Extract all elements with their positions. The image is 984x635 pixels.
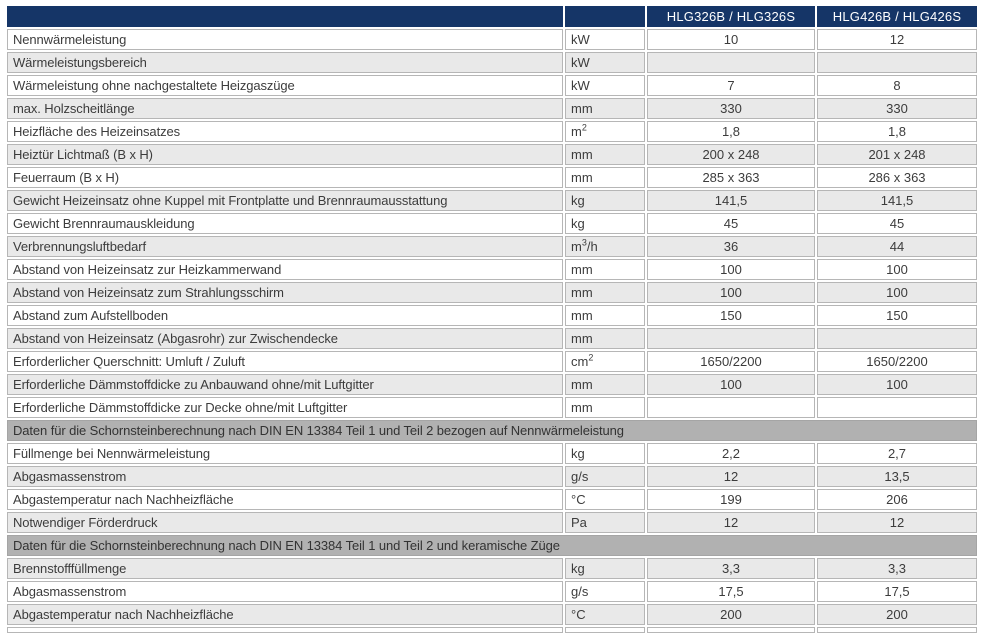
- table-row: [7, 443, 977, 464]
- spec-label: Abstand zum Aufstellboden: [7, 305, 563, 326]
- value-model-1: 199: [647, 489, 815, 510]
- empty-cell: [565, 627, 645, 633]
- table-row: [7, 374, 977, 395]
- spec-label: Heiztür Lichtmaß (B x H): [7, 144, 563, 165]
- value-model-2: 3,3: [817, 558, 977, 579]
- column-header-parameter: [7, 6, 563, 27]
- spec-label: Abgastemperatur nach Nachheizfläche: [7, 604, 563, 625]
- spec-label: Abstand von Heizeinsatz (Abgasrohr) zur Zwischendecke: [7, 328, 563, 349]
- unit-cell: $cm^2$: [565, 351, 645, 372]
- column-header-model-hlg326: HLG326B / HLG326S: [647, 6, 815, 27]
- unit-cell: kg: [565, 443, 645, 464]
- value-model-2: 100: [817, 282, 977, 303]
- unit-cell: kW: [565, 29, 645, 50]
- value-model-1: 100: [647, 282, 815, 303]
- value-model-2: 150: [817, 305, 977, 326]
- spec-label: Verbrennungsluftbedarf: [7, 236, 563, 257]
- spec-label: Erforderliche Dämmstoffdicke zur Decke ohne/mit Luftgitter: [7, 397, 563, 418]
- unit-cell: kg: [565, 213, 645, 234]
- spec-label: Füllmenge bei Nennwärmeleistung: [7, 443, 563, 464]
- value-model-1: [647, 52, 815, 73]
- spec-label: Abgastemperatur nach Nachheizfläche: [7, 489, 563, 510]
- table-row: [7, 351, 977, 372]
- unit-cell: °C: [565, 489, 645, 510]
- value-model-1: 12: [647, 512, 815, 533]
- spec-label: Abgasmassenstrom: [7, 581, 563, 602]
- value-model-2: 8: [817, 75, 977, 96]
- value-model-1: [647, 328, 815, 349]
- value-model-2: 13,5: [817, 466, 977, 487]
- unit-cell: mm: [565, 144, 645, 165]
- value-model-2: 201 x 248: [817, 144, 977, 165]
- section-header-row: [7, 420, 977, 441]
- empty-cell: [7, 627, 563, 633]
- unit-cell: mm: [565, 374, 645, 395]
- unit-cell: kW: [565, 75, 645, 96]
- value-model-1: 2,2: [647, 443, 815, 464]
- unit-cell: g/s: [565, 466, 645, 487]
- empty-cell: [647, 627, 815, 633]
- value-model-1: 45: [647, 213, 815, 234]
- value-model-2: 286 x 363: [817, 167, 977, 188]
- table-row: [7, 98, 977, 119]
- value-model-1: 100: [647, 259, 815, 280]
- table-row: [7, 167, 977, 188]
- table-row: [7, 512, 977, 533]
- spec-label: Gewicht Heizeinsatz ohne Kuppel mit Frontplatte und Brennraumausstattung: [7, 190, 563, 211]
- table-header-row: [7, 6, 977, 27]
- spec-label: Feuerraum (B x H): [7, 167, 563, 188]
- table-row: [7, 213, 977, 234]
- table-row: [7, 259, 977, 280]
- value-model-1: 1650/2200: [647, 351, 815, 372]
- spec-table: [5, 4, 979, 635]
- value-model-1: [647, 397, 815, 418]
- value-model-1: 150: [647, 305, 815, 326]
- value-model-2: 206: [817, 489, 977, 510]
- spec-label: Brennstofffüllmenge: [7, 558, 563, 579]
- table-row: [7, 144, 977, 165]
- unit-cell: kW: [565, 52, 645, 73]
- unit-cell: mm: [565, 328, 645, 349]
- value-model-1: 17,5: [647, 581, 815, 602]
- spec-table-body: [7, 29, 977, 633]
- table-row: [7, 236, 977, 257]
- table-row: [7, 305, 977, 326]
- spec-label: Gewicht Brennraumauskleidung: [7, 213, 563, 234]
- unit-cell: $m^2$: [565, 121, 645, 142]
- value-model-1: 330: [647, 98, 815, 119]
- table-row: [7, 581, 977, 602]
- value-model-1: 141,5: [647, 190, 815, 211]
- table-row: [7, 29, 977, 50]
- value-model-2: 1650/2200: [817, 351, 977, 372]
- table-row: [7, 489, 977, 510]
- column-header-unit: [565, 6, 645, 27]
- spec-label: Wärmeleistungsbereich: [7, 52, 563, 73]
- value-model-2: 12: [817, 29, 977, 50]
- value-model-2: 141,5: [817, 190, 977, 211]
- unit-cell: g/s: [565, 581, 645, 602]
- value-model-2: [817, 52, 977, 73]
- value-model-2: 330: [817, 98, 977, 119]
- unit-cell: mm: [565, 259, 645, 280]
- value-model-1: 1,8: [647, 121, 815, 142]
- table-row: [7, 328, 977, 349]
- table-row: [7, 190, 977, 211]
- value-model-1: 285 x 363: [647, 167, 815, 188]
- value-model-2: 44: [817, 236, 977, 257]
- unit-cell: mm: [565, 98, 645, 119]
- spec-label: Erforderlicher Querschnitt: Umluft / Zuluft: [7, 351, 563, 372]
- value-model-2: 100: [817, 374, 977, 395]
- unit-cell: kg: [565, 190, 645, 211]
- value-model-2: [817, 328, 977, 349]
- unit-cell: °C: [565, 604, 645, 625]
- table-row: [7, 558, 977, 579]
- table-row: [7, 604, 977, 625]
- value-model-1: 7: [647, 75, 815, 96]
- value-model-1: 100: [647, 374, 815, 395]
- value-model-2: 17,5: [817, 581, 977, 602]
- spec-label: Notwendiger Förderdruck: [7, 512, 563, 533]
- spec-label: Abgasmassenstrom: [7, 466, 563, 487]
- value-model-1: 200: [647, 604, 815, 625]
- table-row: [7, 282, 977, 303]
- spec-label: Wärmeleistung ohne nachgestaltete Heizgaszüge: [7, 75, 563, 96]
- column-header-model-hlg426: HLG426B / HLG426S: [817, 6, 977, 27]
- value-model-2: 45: [817, 213, 977, 234]
- unit-cell: mm: [565, 282, 645, 303]
- empty-cell: [817, 627, 977, 633]
- value-model-2: 200: [817, 604, 977, 625]
- value-model-2: 12: [817, 512, 977, 533]
- table-row: [7, 52, 977, 73]
- unit-cell: mm: [565, 305, 645, 326]
- table-row: [7, 466, 977, 487]
- spec-label: Erforderliche Dämmstoffdicke zu Anbauwand ohne/mit Luftgitter: [7, 374, 563, 395]
- value-model-1: 12: [647, 466, 815, 487]
- section-header-row: [7, 535, 977, 556]
- value-model-2: 2,7: [817, 443, 977, 464]
- spec-label: Abstand von Heizeinsatz zur Heizkammerwand: [7, 259, 563, 280]
- value-model-1: 10: [647, 29, 815, 50]
- unit-cell: kg: [565, 558, 645, 579]
- value-model-2: 100: [817, 259, 977, 280]
- partial-cropped-row: [7, 627, 977, 633]
- value-model-2: 1,8: [817, 121, 977, 142]
- spec-label: max. Holzscheitlänge: [7, 98, 563, 119]
- section-header-label: Daten für die Schornsteinberechnung nach DIN EN 13384 Teil 1 und Teil 2 bezogen auf Nennwärmeleistung: [7, 420, 977, 441]
- table-row: [7, 121, 977, 142]
- section-header-label: Daten für die Schornsteinberechnung nach DIN EN 13384 Teil 1 und Teil 2 und keramische Züge: [7, 535, 977, 556]
- value-model-1: 36: [647, 236, 815, 257]
- unit-cell: Pa: [565, 512, 645, 533]
- table-row: [7, 397, 977, 418]
- unit-cell: mm: [565, 167, 645, 188]
- spec-label: Nennwärmeleistung: [7, 29, 563, 50]
- unit-cell: $m^3/h$: [565, 236, 645, 257]
- value-model-2: [817, 397, 977, 418]
- table-row: [7, 75, 977, 96]
- value-model-1: 3,3: [647, 558, 815, 579]
- spec-label: Heizfläche des Heizeinsatzes: [7, 121, 563, 142]
- unit-cell: mm: [565, 397, 645, 418]
- value-model-1: 200 x 248: [647, 144, 815, 165]
- spec-label: Abstand von Heizeinsatz zum Strahlungsschirm: [7, 282, 563, 303]
